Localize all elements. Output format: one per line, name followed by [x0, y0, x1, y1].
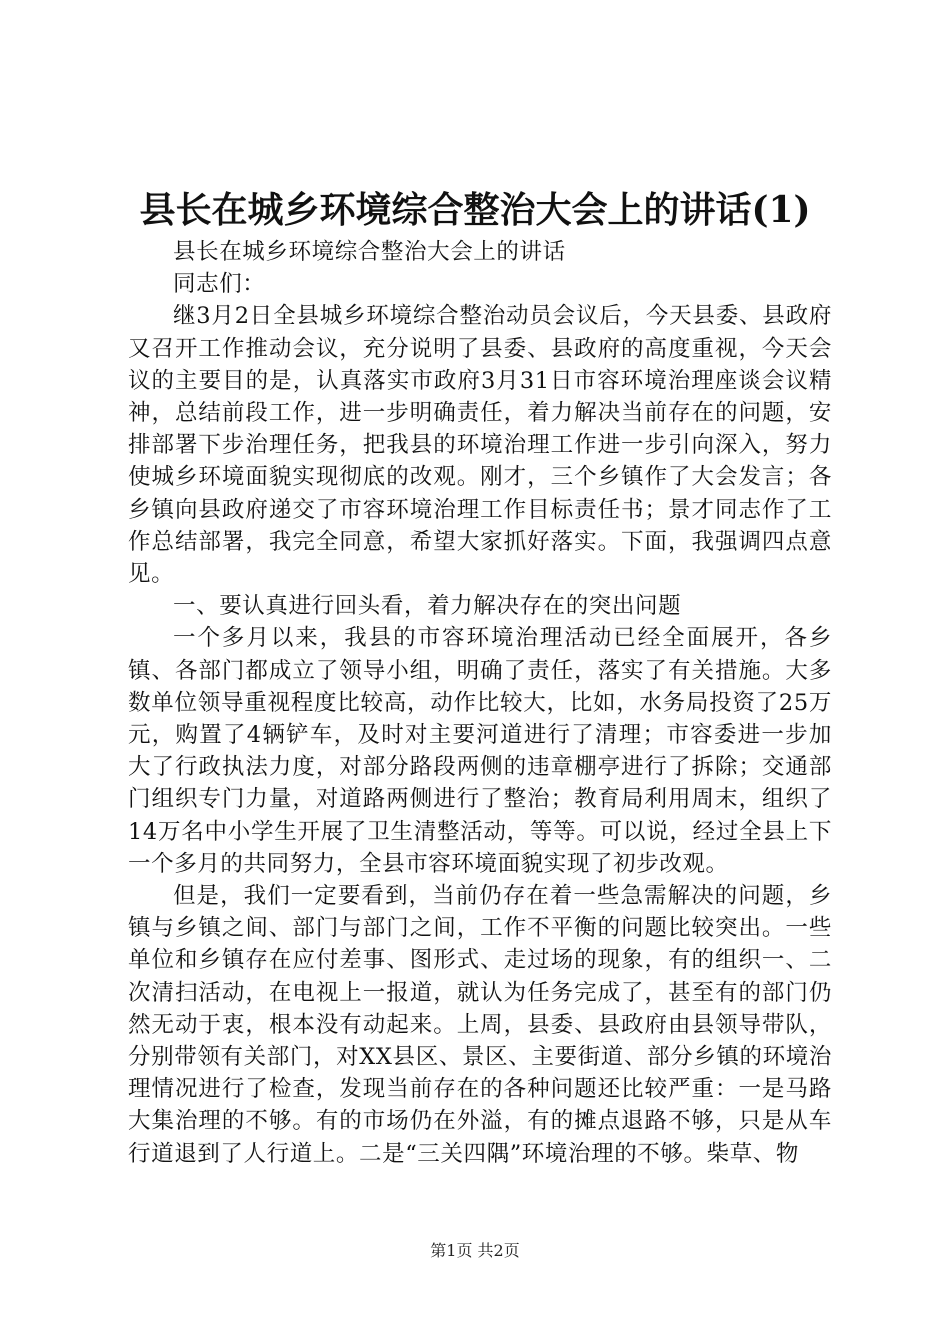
document-title: 县长在城乡环境综合整治大会上的讲话(1) — [139, 189, 811, 231]
paragraph-progress: 一个多月以来，我县的市容环境治理活动已经全面展开，各乡镇、各部门都成立了领导小组，明确了责任，落实了有关措施。大多数单位领导重视程度比较高，动作比较大，比如，水务局投资了25万元，购置了4辆铲车，及时对主要河道进行了清理；市容委进一步加大了行政执法力度，对部分路段两侧的违章棚亭进行了拆除；交通部门组织专门力量，对道路两侧进行了整治；教育局利用周末，组织了14万名中小学生开展了卫生清整活动，等等。可以说，经过全县上下一个多月的共同努力，全县市容环境面貌实现了初步改观。 — [128, 625, 832, 877]
paragraph-problems: 但是，我们一定要看到，当前仍存在着一些急需解决的问题，乡镇与乡镇之间、部门与部门之间，工作不平衡的问题比较突出。一些单位和乡镇存在应付差事、图形式、走过场的现象，有的组织一、二次清扫活动，在电视上一报道，就认为任务完成了，甚至有的部门仍然无动于衷，根本没有动起来。上周，县委、县政府由县领导带队，分别带领有关部门，对XX县区、景区、主要街道、部分乡镇的环境治理情况进行了检查，发现当前存在的各种问题还比较严重：一是马路大集治理的不够。有的市场仍在外溢，有的摊点退路不够，只是从车行道退到了人行道上。二是“三关四隅”环境治理的不够。柴草、物 — [128, 883, 832, 1167]
paragraph-salutation: 同志们： — [173, 271, 266, 298]
document-body — [128, 236, 832, 1170]
page-footer: 第1页 共2页 — [430, 1241, 520, 1260]
paragraph-intro: 继3月2日全县城乡环境综合整治动员会议后，今天县委、县政府又召开工作推动会议，充分说明了县委、县政府的高度重视，今天会议的主要目的是，认真落实市政府3月31日市容环境治理座谈会议精神，总结前段工作，进一步明确责任，着力解决当前存在的问题，安排部署下步治理任务，把我县的环境治理工作进一步引向深入，努力使城乡环境面貌实现彻底的改观。刚才，三个乡镇作了大会发言；各乡镇向县政府递交了市容环境治理工作目标责任书；景才同志作了工作总结部署，我完全同意，希望大家抓好落实。下面，我强调四点意见。 — [128, 303, 832, 588]
section-heading-1: 一、要认真进行回头看，着力解决存在的突出问题 — [173, 593, 682, 620]
paragraph-subtitle: 县长在城乡环境综合整治大会上的讲话 — [173, 239, 566, 265]
